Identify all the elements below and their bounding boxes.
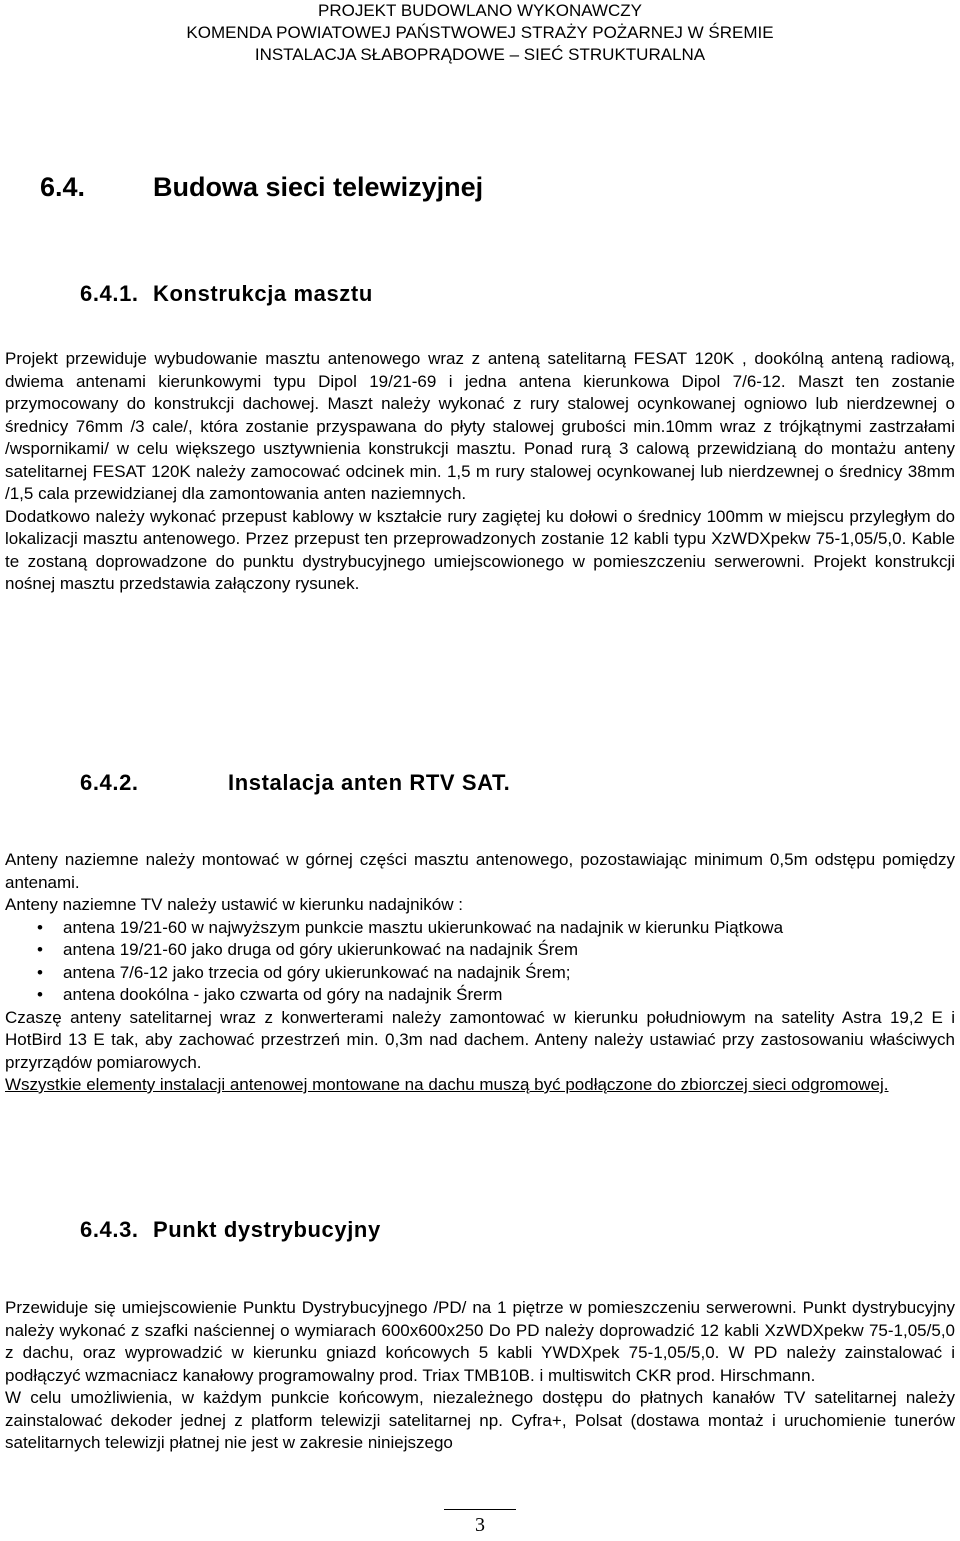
- section-number: 6.4.: [40, 172, 86, 202]
- list-item: [5, 962, 955, 985]
- section-number: 6.4.1.: [80, 281, 139, 306]
- list-item-text: antena 19/21-60 w najwyższym punkcie masztu ukierunkować na nadajnik w kierunku Piątkowa: [63, 917, 784, 937]
- section-heading-6-4-3: [80, 1217, 381, 1243]
- paragraph: Projekt przewiduje wybudowanie masztu antenowego wraz z anteną satelitarną FESAT 120K , dookólną anteną radiową, dwiema antenami kierunkowymi typu Dipol 19/21-69 i jedna antena kierunkowa Dipol 7/6-12. Maszt ten zostanie przymocowany do konstrukcji dachowej. Maszt należy wykonać z rury stalowej ocynkowanej ogniowo lub nierdzewnej o średnicy 76mm /3 cale/, która zostanie przyspawana do płyty stalowej grubości min.10mm wraz z trójkątnymi zastrzałami /wspornikami/ w celu większego usztywnienia konstrukcji masztu. Ponad rurą 3 calową przewidzianą do montażu anteny satelitarnej FESAT 120K należy zamocować odcinek min. 1,5 m rury stalowej ocynkowanej lub nierdzewnej o średnicy 38mm /1,5 cala przewidzianej dla zamontowania anten naziemnych.: [5, 349, 955, 503]
- section-title: Instalacja anten RTV SAT.: [228, 770, 511, 795]
- header-project-line: PROJEKT BUDOWLANO WYKONAWCZY: [318, 1, 642, 20]
- list-item-text: antena 19/21-60 jako druga od góry ukierunkować na nadajnik Śrem: [63, 940, 579, 959]
- section-title: Konstrukcja masztu: [153, 281, 373, 306]
- bullet-icon: •: [37, 940, 43, 959]
- list-item: [5, 984, 955, 1007]
- paragraph: Czaszę anteny satelitarnej wraz z konwerterami należy zamontować w kierunku południowym na satelity Astra 19,2 E i HotBird 13 E tak, aby zachować przestrzeń min. 0,3m nad dachem. Anteny należy ustawiać przy zastosowaniu właściwych przyrządów pomiarowych.: [5, 1007, 955, 1072]
- bullet-icon: •: [37, 985, 43, 1004]
- page-number: 3: [475, 1514, 485, 1536]
- paragraph: W celu umożliwienia, w każdym punkcie końcowym, niezależnego dostępu do płatnych kanałów TV satelitarnej należy zainstalować dekoder jednej z platform telewizji satelitarnej np. Cyfra+, Polsat (dostawa montaż i uruchomienie tunerów satelitarnych telewizji płatnej nie jest w zakresie niniejszego: [5, 1388, 955, 1452]
- section-heading-6-4-2: [80, 770, 510, 796]
- section-body-6-4-1: [5, 348, 955, 596]
- header-scope-line: INSTALACJA SŁABOPRĄDOWE – SIEĆ STRUKTURALNA: [254, 45, 706, 64]
- paragraph: Dodatkowo należy wykonać przepust kablowy w kształcie rury zagiętej ku dołowi o średnicy 100mm w miejscu przyległym do lokalizacji masztu antenowego. Przez przepust ten przeprowadzonych zostanie 12 kabli typu XzWDXpekw 75-1,05/5,0. Kable te zostaną doprowadzone do punktu dystrybucyjnego umiejscowionego w pomieszczeniu serwerowni. Projekt konstrukcji nośnej masztu przedstawia załączony rysunek.: [5, 506, 955, 593]
- section-number: 6.4.3.: [80, 1217, 139, 1242]
- underlined-note: Wszystkie elementy instalacji antenowej montowane na dachu muszą być podłączone do zbiorczej sieci odgromowej.: [5, 1075, 889, 1094]
- section-body-6-4-2: [5, 849, 955, 1097]
- section-number: 6.4.2.: [80, 770, 139, 795]
- section-heading-6-4-1: [80, 281, 373, 307]
- paragraph: Anteny naziemne należy montować w górnej części masztu antenowego, pozostawiając minimum 0,5m odstępu pomiędzy antenami.: [5, 850, 955, 892]
- header-client-line: KOMENDA POWIATOWEJ PAŃSTWOWEJ STRAŻY POŻARNEJ W ŚREMIE: [186, 23, 774, 42]
- paragraph: Przewiduje się umiejscowienie Punktu Dystrybucyjnego /PD/ na 1 piętrze w pomieszczeniu serwerowni. Punkt dystrybucyjny należy wykonać z szafki naściennej o wymiarach 600x600x250 Do PD należy doprowadzić 12 kabli XzWDXpekw 75-1,05/5,0 z dachu, oraz wyprowadzić w kierunku gniazd końcowych 5 kabli YWDXpek 75-1,05/5,0. W PD należy zainstalować i podłączyć wzmacniacz kanałowy programowalny prod. Triax TMB10B. i multiswitch CKR prod. Hirschmann.: [5, 1298, 955, 1385]
- section-body-6-4-3: [5, 1297, 955, 1455]
- section-title: Punkt dystrybucyjny: [153, 1217, 381, 1242]
- paragraph: Anteny naziemne TV należy ustawić w kierunku nadajników :: [5, 895, 463, 914]
- bullet-icon: •: [37, 962, 43, 982]
- bullet-icon: •: [37, 917, 43, 937]
- list-item-text: antena dookólna - jako czwarta od góry na nadajnik Śrerm: [63, 985, 503, 1004]
- section-heading-6-4: [40, 172, 483, 203]
- list-item-text: antena 7/6-12 jako trzecia od góry ukierunkować na nadajnik Śrem;: [63, 962, 571, 982]
- list-item: [5, 939, 955, 962]
- section-title: Budowa sieci telewizyjnej: [153, 172, 484, 202]
- footer-divider: [444, 1509, 516, 1510]
- antenna-direction-list: [5, 917, 955, 1007]
- list-item: [5, 917, 955, 940]
- document-header: [0, 0, 960, 66]
